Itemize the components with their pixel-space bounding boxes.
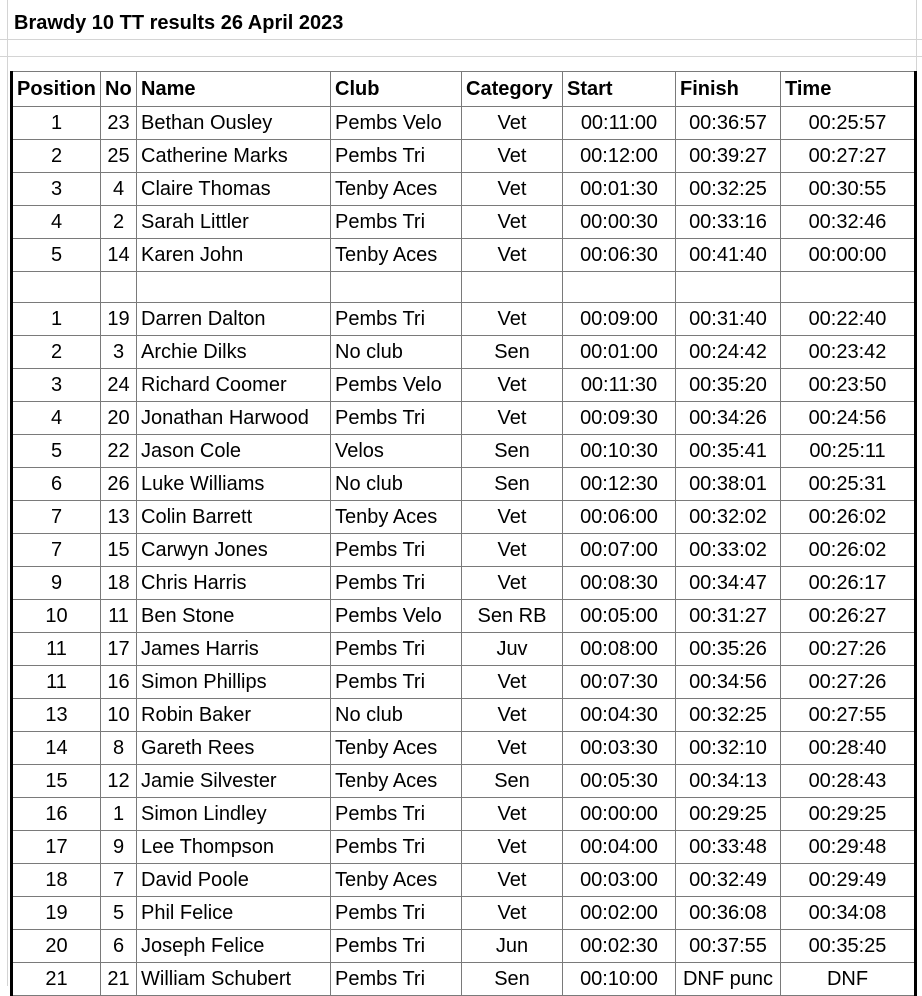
cell-category: Vet: [462, 206, 563, 239]
men-results: [12, 303, 916, 996]
cell-time: 00:25:31: [781, 468, 916, 501]
cell-name: Luke Williams: [137, 468, 331, 501]
table-row: [12, 600, 916, 633]
cell-no: 26: [101, 468, 137, 501]
table-row: [12, 633, 916, 666]
cell-no: 16: [101, 666, 137, 699]
cell-no: 23: [101, 107, 137, 140]
cell-start: 00:11:30: [563, 369, 676, 402]
cell-no: 4: [101, 173, 137, 206]
cell-position: 20: [12, 930, 101, 963]
cell-position: 11: [12, 666, 101, 699]
table-row: [12, 303, 916, 336]
cell-time: 00:29:48: [781, 831, 916, 864]
cell-no: 8: [101, 732, 137, 765]
cell-position: 15: [12, 765, 101, 798]
cell-category: Sen: [462, 468, 563, 501]
cell-start: 00:01:30: [563, 173, 676, 206]
cell-time: 00:27:26: [781, 633, 916, 666]
cell-position: 6: [12, 468, 101, 501]
table-row: [12, 567, 916, 600]
cell-position: 18: [12, 864, 101, 897]
cell-finish: 00:32:25: [676, 173, 781, 206]
cell-name: Claire Thomas: [137, 173, 331, 206]
cell-start: 00:11:00: [563, 107, 676, 140]
cell-category: Vet: [462, 699, 563, 732]
cell-finish: 00:34:26: [676, 402, 781, 435]
cell-category: Vet: [462, 732, 563, 765]
cell-no: 14: [101, 239, 137, 272]
cell-name: Karen John: [137, 239, 331, 272]
women-results: [12, 107, 916, 272]
cell-name: Archie Dilks: [137, 336, 331, 369]
cell-no: 11: [101, 600, 137, 633]
cell-no: 13: [101, 501, 137, 534]
cell-time: 00:27:26: [781, 666, 916, 699]
cell-time: 00:23:50: [781, 369, 916, 402]
cell-category: Vet: [462, 666, 563, 699]
cell-finish: 00:33:48: [676, 831, 781, 864]
cell-name: Bethan Ousley: [137, 107, 331, 140]
cell-name: Simon Lindley: [137, 798, 331, 831]
cell-finish: 00:36:08: [676, 897, 781, 930]
cell-finish: 00:31:40: [676, 303, 781, 336]
cell-start: 00:05:30: [563, 765, 676, 798]
cell-category: Vet: [462, 798, 563, 831]
cell-no: 20: [101, 402, 137, 435]
cell-name: Darren Dalton: [137, 303, 331, 336]
cell-position: 3: [12, 173, 101, 206]
cell-time: 00:26:02: [781, 534, 916, 567]
cell-time: 00:26:17: [781, 567, 916, 600]
table-row: [12, 501, 916, 534]
cell-club: Tenby Aces: [331, 765, 462, 798]
cell-position: 1: [12, 303, 101, 336]
cell-category: Vet: [462, 173, 563, 206]
cell-no: 19: [101, 303, 137, 336]
cell-no: 5: [101, 897, 137, 930]
cell-no: 21: [101, 963, 137, 996]
cell-position: 1: [12, 107, 101, 140]
cell-position: 21: [12, 963, 101, 996]
cell-finish: 00:24:42: [676, 336, 781, 369]
cell-position: 11: [12, 633, 101, 666]
cell-finish: DNF punc: [676, 963, 781, 996]
cell-club: Pembs Tri: [331, 140, 462, 173]
cell-finish: 00:39:27: [676, 140, 781, 173]
cell-category: Vet: [462, 239, 563, 272]
cell-name: Lee Thompson: [137, 831, 331, 864]
cell-club: Pembs Tri: [331, 798, 462, 831]
cell-name: Phil Felice: [137, 897, 331, 930]
table-row: [12, 435, 916, 468]
cell-no: 22: [101, 435, 137, 468]
cell-start: 00:10:00: [563, 963, 676, 996]
cell-club: Tenby Aces: [331, 864, 462, 897]
cell-start: 00:01:00: [563, 336, 676, 369]
cell-finish: 00:32:02: [676, 501, 781, 534]
cell-start: 00:07:00: [563, 534, 676, 567]
cell-start: 00:00:30: [563, 206, 676, 239]
table-row: [12, 206, 916, 239]
table-row: [12, 666, 916, 699]
table-row: [12, 107, 916, 140]
cell-name: Robin Baker: [137, 699, 331, 732]
cell-position: 4: [12, 402, 101, 435]
cell-name: David Poole: [137, 864, 331, 897]
table-row: [12, 798, 916, 831]
cell-time: 00:28:43: [781, 765, 916, 798]
cell-name: Colin Barrett: [137, 501, 331, 534]
cell-start: 00:02:30: [563, 930, 676, 963]
cell-start: 00:12:30: [563, 468, 676, 501]
cell-club: Tenby Aces: [331, 173, 462, 206]
cell-no: 6: [101, 930, 137, 963]
cell-position: 4: [12, 206, 101, 239]
cell-category: Vet: [462, 831, 563, 864]
cell-start: 00:08:30: [563, 567, 676, 600]
cell-time: 00:35:25: [781, 930, 916, 963]
cell-no: 18: [101, 567, 137, 600]
cell-club: Pembs Velo: [331, 369, 462, 402]
cell-no: 17: [101, 633, 137, 666]
cell-finish: 00:29:25: [676, 798, 781, 831]
table-row: [12, 963, 916, 996]
header-time: Time: [781, 72, 916, 107]
cell-position: 13: [12, 699, 101, 732]
cell-club: Pembs Velo: [331, 107, 462, 140]
cell-position: 3: [12, 369, 101, 402]
cell-club: Tenby Aces: [331, 501, 462, 534]
cell-club: Tenby Aces: [331, 239, 462, 272]
cell-start: 00:06:00: [563, 501, 676, 534]
table-row: [12, 732, 916, 765]
cell-time: DNF: [781, 963, 916, 996]
cell-finish: 00:34:47: [676, 567, 781, 600]
cell-time: 00:26:02: [781, 501, 916, 534]
cell-start: 00:12:00: [563, 140, 676, 173]
cell-name: Gareth Rees: [137, 732, 331, 765]
cell-club: Pembs Tri: [331, 963, 462, 996]
cell-finish: 00:37:55: [676, 930, 781, 963]
table-row: [12, 402, 916, 435]
cell-position: 5: [12, 435, 101, 468]
table-row: [12, 699, 916, 732]
table-row: [12, 534, 916, 567]
table-row: [12, 369, 916, 402]
cell-name: Richard Coomer: [137, 369, 331, 402]
header-finish: Finish: [676, 72, 781, 107]
cell-finish: 00:41:40: [676, 239, 781, 272]
table-row: [12, 173, 916, 206]
cell-club: Pembs Tri: [331, 666, 462, 699]
cell-no: 2: [101, 206, 137, 239]
cell-time: 00:30:55: [781, 173, 916, 206]
cell-finish: 00:38:01: [676, 468, 781, 501]
cell-position: 5: [12, 239, 101, 272]
cell-position: 2: [12, 140, 101, 173]
cell-category: Vet: [462, 107, 563, 140]
table-row: [12, 897, 916, 930]
cell-no: 9: [101, 831, 137, 864]
cell-start: 00:06:30: [563, 239, 676, 272]
cell-position: 7: [12, 501, 101, 534]
cell-start: 00:00:00: [563, 798, 676, 831]
cell-start: 00:04:00: [563, 831, 676, 864]
cell-finish: 00:35:41: [676, 435, 781, 468]
cell-name: Simon Phillips: [137, 666, 331, 699]
cell-start: 00:03:30: [563, 732, 676, 765]
cell-no: 10: [101, 699, 137, 732]
cell-time: 00:00:00: [781, 239, 916, 272]
cell-time: 00:32:46: [781, 206, 916, 239]
table-row: [12, 140, 916, 173]
cell-finish: 00:35:20: [676, 369, 781, 402]
cell-start: 00:02:00: [563, 897, 676, 930]
cell-start: 00:05:00: [563, 600, 676, 633]
cell-position: 19: [12, 897, 101, 930]
cell-name: Chris Harris: [137, 567, 331, 600]
cell-club: No club: [331, 336, 462, 369]
cell-time: 00:24:56: [781, 402, 916, 435]
cell-club: Pembs Tri: [331, 534, 462, 567]
cell-position: 9: [12, 567, 101, 600]
cell-time: 00:25:57: [781, 107, 916, 140]
header-name: Name: [137, 72, 331, 107]
cell-time: 00:27:55: [781, 699, 916, 732]
cell-finish: 00:34:13: [676, 765, 781, 798]
cell-position: 17: [12, 831, 101, 864]
cell-no: 25: [101, 140, 137, 173]
table-row: [12, 864, 916, 897]
cell-club: Pembs Tri: [331, 206, 462, 239]
cell-position: 2: [12, 336, 101, 369]
cell-time: 00:34:08: [781, 897, 916, 930]
cell-time: 00:28:40: [781, 732, 916, 765]
cell-club: Pembs Tri: [331, 897, 462, 930]
cell-category: Sen RB: [462, 600, 563, 633]
cell-finish: 00:35:26: [676, 633, 781, 666]
cell-club: Pembs Tri: [331, 303, 462, 336]
cell-club: Pembs Tri: [331, 831, 462, 864]
table-row: [12, 930, 916, 963]
cell-category: Vet: [462, 402, 563, 435]
cell-start: 00:04:30: [563, 699, 676, 732]
cell-club: Pembs Tri: [331, 633, 462, 666]
spacer-row: [12, 272, 916, 303]
cell-position: 16: [12, 798, 101, 831]
cell-name: Jamie Silvester: [137, 765, 331, 798]
cell-club: Tenby Aces: [331, 732, 462, 765]
cell-time: 00:22:40: [781, 303, 916, 336]
cell-start: 00:09:30: [563, 402, 676, 435]
cell-category: Vet: [462, 501, 563, 534]
table-row: [12, 336, 916, 369]
cell-category: Vet: [462, 369, 563, 402]
cell-category: Vet: [462, 864, 563, 897]
cell-time: 00:25:11: [781, 435, 916, 468]
cell-club: No club: [331, 468, 462, 501]
cell-club: Pembs Velo: [331, 600, 462, 633]
cell-start: 00:08:00: [563, 633, 676, 666]
cell-club: No club: [331, 699, 462, 732]
cell-position: 10: [12, 600, 101, 633]
table-row: [12, 468, 916, 501]
cell-category: Vet: [462, 897, 563, 930]
cell-club: Velos: [331, 435, 462, 468]
cell-finish: 00:32:25: [676, 699, 781, 732]
table-row: [12, 831, 916, 864]
header-start: Start: [563, 72, 676, 107]
cell-finish: 00:32:49: [676, 864, 781, 897]
cell-category: Sen: [462, 765, 563, 798]
cell-name: Jason Cole: [137, 435, 331, 468]
table-row: [12, 239, 916, 272]
header-club: Club: [331, 72, 462, 107]
cell-finish: 00:36:57: [676, 107, 781, 140]
header-no: No: [101, 72, 137, 107]
cell-position: 7: [12, 534, 101, 567]
header-position: Position: [12, 72, 101, 107]
cell-club: Pembs Tri: [331, 567, 462, 600]
cell-start: 00:03:00: [563, 864, 676, 897]
cell-category: Vet: [462, 303, 563, 336]
cell-category: Sen: [462, 435, 563, 468]
cell-time: 00:27:27: [781, 140, 916, 173]
cell-finish: 00:33:02: [676, 534, 781, 567]
cell-start: 00:07:30: [563, 666, 676, 699]
cell-category: Vet: [462, 534, 563, 567]
cell-name: Carwyn Jones: [137, 534, 331, 567]
cell-name: William Schubert: [137, 963, 331, 996]
cell-name: Ben Stone: [137, 600, 331, 633]
cell-category: Sen: [462, 963, 563, 996]
cell-name: Joseph Felice: [137, 930, 331, 963]
cell-name: Jonathan Harwood: [137, 402, 331, 435]
cell-finish: 00:31:27: [676, 600, 781, 633]
table-row: [12, 765, 916, 798]
results-table: [10, 71, 917, 996]
cell-club: Pembs Tri: [331, 930, 462, 963]
cell-time: 00:23:42: [781, 336, 916, 369]
cell-finish: 00:32:10: [676, 732, 781, 765]
cell-no: 24: [101, 369, 137, 402]
cell-name: James Harris: [137, 633, 331, 666]
cell-time: 00:26:27: [781, 600, 916, 633]
cell-no: 1: [101, 798, 137, 831]
cell-time: 00:29:49: [781, 864, 916, 897]
cell-position: 14: [12, 732, 101, 765]
cell-name: Catherine Marks: [137, 140, 331, 173]
spacer-section: [12, 272, 916, 303]
cell-name: Sarah Littler: [137, 206, 331, 239]
cell-no: 15: [101, 534, 137, 567]
cell-club: Pembs Tri: [331, 402, 462, 435]
header-row: [12, 72, 916, 107]
cell-finish: 00:34:56: [676, 666, 781, 699]
cell-start: 00:10:30: [563, 435, 676, 468]
cell-category: Vet: [462, 140, 563, 173]
cell-start: 00:09:00: [563, 303, 676, 336]
cell-time: 00:29:25: [781, 798, 916, 831]
sheet-title: Brawdy 10 TT results 26 April 2023: [14, 12, 344, 34]
cell-finish: 00:33:16: [676, 206, 781, 239]
cell-category: Jun: [462, 930, 563, 963]
cell-no: 3: [101, 336, 137, 369]
cell-no: 7: [101, 864, 137, 897]
header-category: Category: [462, 72, 563, 107]
cell-no: 12: [101, 765, 137, 798]
cell-category: Sen: [462, 336, 563, 369]
cell-category: Vet: [462, 567, 563, 600]
cell-category: Juv: [462, 633, 563, 666]
